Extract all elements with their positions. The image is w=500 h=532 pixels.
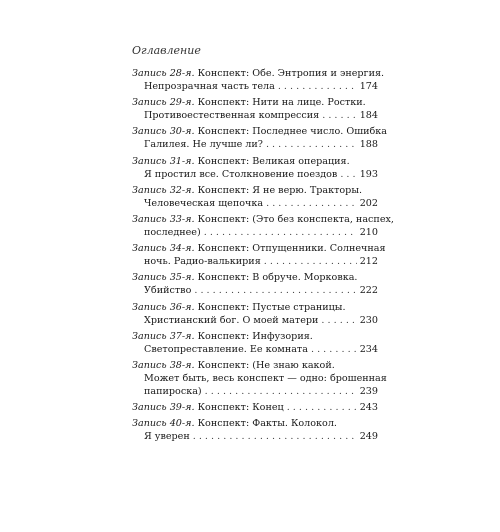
dot-leader	[340, 168, 356, 181]
toc-entry-text: Конспект: (Это без конспекта, наспех,	[197, 213, 394, 225]
toc-entry-first-line	[132, 401, 378, 414]
toc-entry[interactable]	[132, 301, 378, 327]
dot-leader	[266, 197, 357, 210]
toc-entry-text: последнее)	[144, 226, 201, 238]
toc-page-number: 243	[359, 402, 378, 414]
toc-entry-text: Христианский бог. О моей матери	[144, 314, 319, 326]
toc-entry[interactable]	[132, 213, 394, 239]
toc-entry-first-line	[132, 67, 385, 80]
toc-page-number: 222	[359, 285, 378, 297]
toc-entry-last-line	[132, 138, 378, 151]
toc-entry-first-line	[132, 359, 378, 372]
toc-entry-text: Конспект: В обруче. Морковка.	[197, 272, 358, 284]
toc-entry-text: Конспект: Отпущенники. Солнечная	[197, 243, 386, 255]
toc-list	[132, 67, 394, 446]
toc-entry-text: Конспект: Пустые страницы.	[197, 301, 346, 313]
toc-entry-text: Конспект: Конец	[197, 402, 284, 414]
toc-entry-label: Запись 39-я.	[132, 402, 195, 414]
toc-entry-last-line	[132, 284, 378, 297]
toc-entry-text: Конспект: Нити на лице. Ростки.	[197, 97, 366, 109]
toc-entry-label: Запись 40-я.	[132, 418, 195, 430]
toc-entry-text: ночь. Радио-валькирия	[144, 256, 261, 268]
toc-entry-label: Запись 31-я.	[132, 155, 195, 167]
toc-entry-last-line	[132, 80, 378, 93]
toc-entry-text: Галилея. Не лучше ли?	[144, 139, 263, 151]
toc-entry-text: Конспект: Я не верю. Тракторы.	[197, 184, 363, 196]
toc-entry-first-line	[132, 125, 387, 138]
toc-page-number: 249	[359, 431, 378, 443]
toc-entry-label: Запись 34-я.	[132, 243, 195, 255]
toc-entry-label: Запись 38-я.	[132, 359, 195, 371]
dot-leader	[311, 343, 357, 356]
toc-entry[interactable]	[132, 184, 378, 210]
toc-entry-first-line	[132, 155, 378, 168]
toc-entry-text: Человеческая щепочка	[144, 197, 264, 209]
toc-entry-text: Может быть, весь конспект — одно: брошенная	[144, 372, 387, 384]
toc-page-number: 184	[359, 110, 378, 122]
toc-entry[interactable]	[132, 155, 378, 181]
toc-entry-text: Я уверен	[144, 431, 190, 443]
toc-entry-text: Конспект: Последнее число. Ошибка	[197, 126, 387, 138]
dot-leader	[264, 255, 357, 268]
toc-entry[interactable]	[132, 401, 378, 414]
toc-page-number: 188	[359, 139, 378, 151]
dot-leader	[322, 109, 356, 122]
toc-entry-last-line	[132, 430, 378, 443]
toc-entry-label: Запись 36-я.	[132, 301, 195, 313]
toc-entry[interactable]	[132, 96, 378, 122]
toc-entry-text: Конспект: (Не знаю какой.	[197, 359, 335, 371]
toc-page-number: 212	[359, 256, 378, 268]
toc-page-number: 202	[359, 197, 378, 209]
toc-entry-text: Противоестественная компрессия	[144, 110, 320, 122]
toc-entry-label: Запись 28-я.	[132, 68, 195, 79]
toc-entry-label: Запись 30-я.	[132, 126, 195, 138]
toc-entry[interactable]	[132, 242, 386, 268]
toc-entry-text: Непрозрачная часть тела	[144, 81, 275, 92]
toc-entry-last-line	[132, 197, 378, 210]
toc-entry-last-line	[132, 226, 378, 239]
toc-entry-label: Запись 29-я.	[132, 97, 195, 109]
dot-leader	[194, 284, 356, 297]
toc-entry-last-line	[132, 255, 378, 268]
toc-entry-text: Конспект: Факты. Колокол.	[197, 418, 337, 430]
dot-leader	[278, 80, 357, 93]
toc-entry-text: Конспект: Инфузория.	[197, 330, 313, 342]
toc-page-number: 239	[359, 385, 378, 397]
toc-page-number: 234	[359, 343, 378, 355]
toc-entry[interactable]	[132, 67, 385, 93]
toc-entry-text: папироска)	[144, 385, 202, 397]
toc-entry-first-line	[132, 330, 378, 343]
toc-header: Оглавление	[132, 44, 201, 57]
toc-entry-first-line	[132, 417, 378, 430]
toc-entry-text: Конспект: Великая операция.	[197, 155, 350, 167]
toc-entry-last-line	[132, 385, 378, 398]
toc-entry-last-line	[132, 314, 378, 327]
toc-entry-first-line	[132, 96, 378, 109]
dot-leader	[287, 401, 357, 414]
toc-entry-first-line	[132, 301, 378, 314]
dot-leader	[204, 226, 357, 239]
toc-page-number: 210	[359, 226, 378, 238]
toc-entry-label: Запись 37-я.	[132, 330, 195, 342]
toc-page-number: 193	[359, 168, 378, 180]
dot-leader	[193, 430, 357, 443]
toc-entry-label: Запись 35-я.	[132, 272, 195, 284]
toc-entry-last-line	[132, 168, 378, 181]
toc-entry-text: Конспект: Обе. Энтропия и энергия.	[197, 68, 385, 79]
toc-entry-first-line	[132, 213, 394, 226]
toc-entry-text: Светопреставление. Ее комната	[144, 343, 308, 355]
toc-entry-first-line	[132, 271, 378, 284]
dot-leader	[321, 314, 356, 327]
toc-entry[interactable]	[132, 330, 378, 356]
toc-entry-first-line	[132, 184, 378, 197]
toc-entry-label: Запись 33-я.	[132, 213, 195, 225]
toc-entry-last-line	[132, 343, 378, 356]
toc-entry[interactable]	[132, 359, 387, 398]
toc-entry[interactable]	[132, 417, 378, 443]
toc-entry-text: Убийство	[144, 285, 192, 297]
toc-entry-text: Я простил все. Столкновение поездов	[144, 168, 338, 180]
dot-leader	[266, 138, 357, 151]
toc-entry-label: Запись 32-я.	[132, 184, 195, 196]
toc-page-number: 230	[359, 314, 378, 326]
toc-entry-first-line	[132, 242, 386, 255]
toc-entry[interactable]	[132, 271, 378, 297]
toc-entry[interactable]	[132, 125, 387, 151]
dot-leader	[205, 385, 357, 398]
toc-page-number: 174	[359, 81, 378, 92]
toc-entry-continuation	[132, 372, 387, 385]
toc-entry-last-line	[132, 109, 378, 122]
